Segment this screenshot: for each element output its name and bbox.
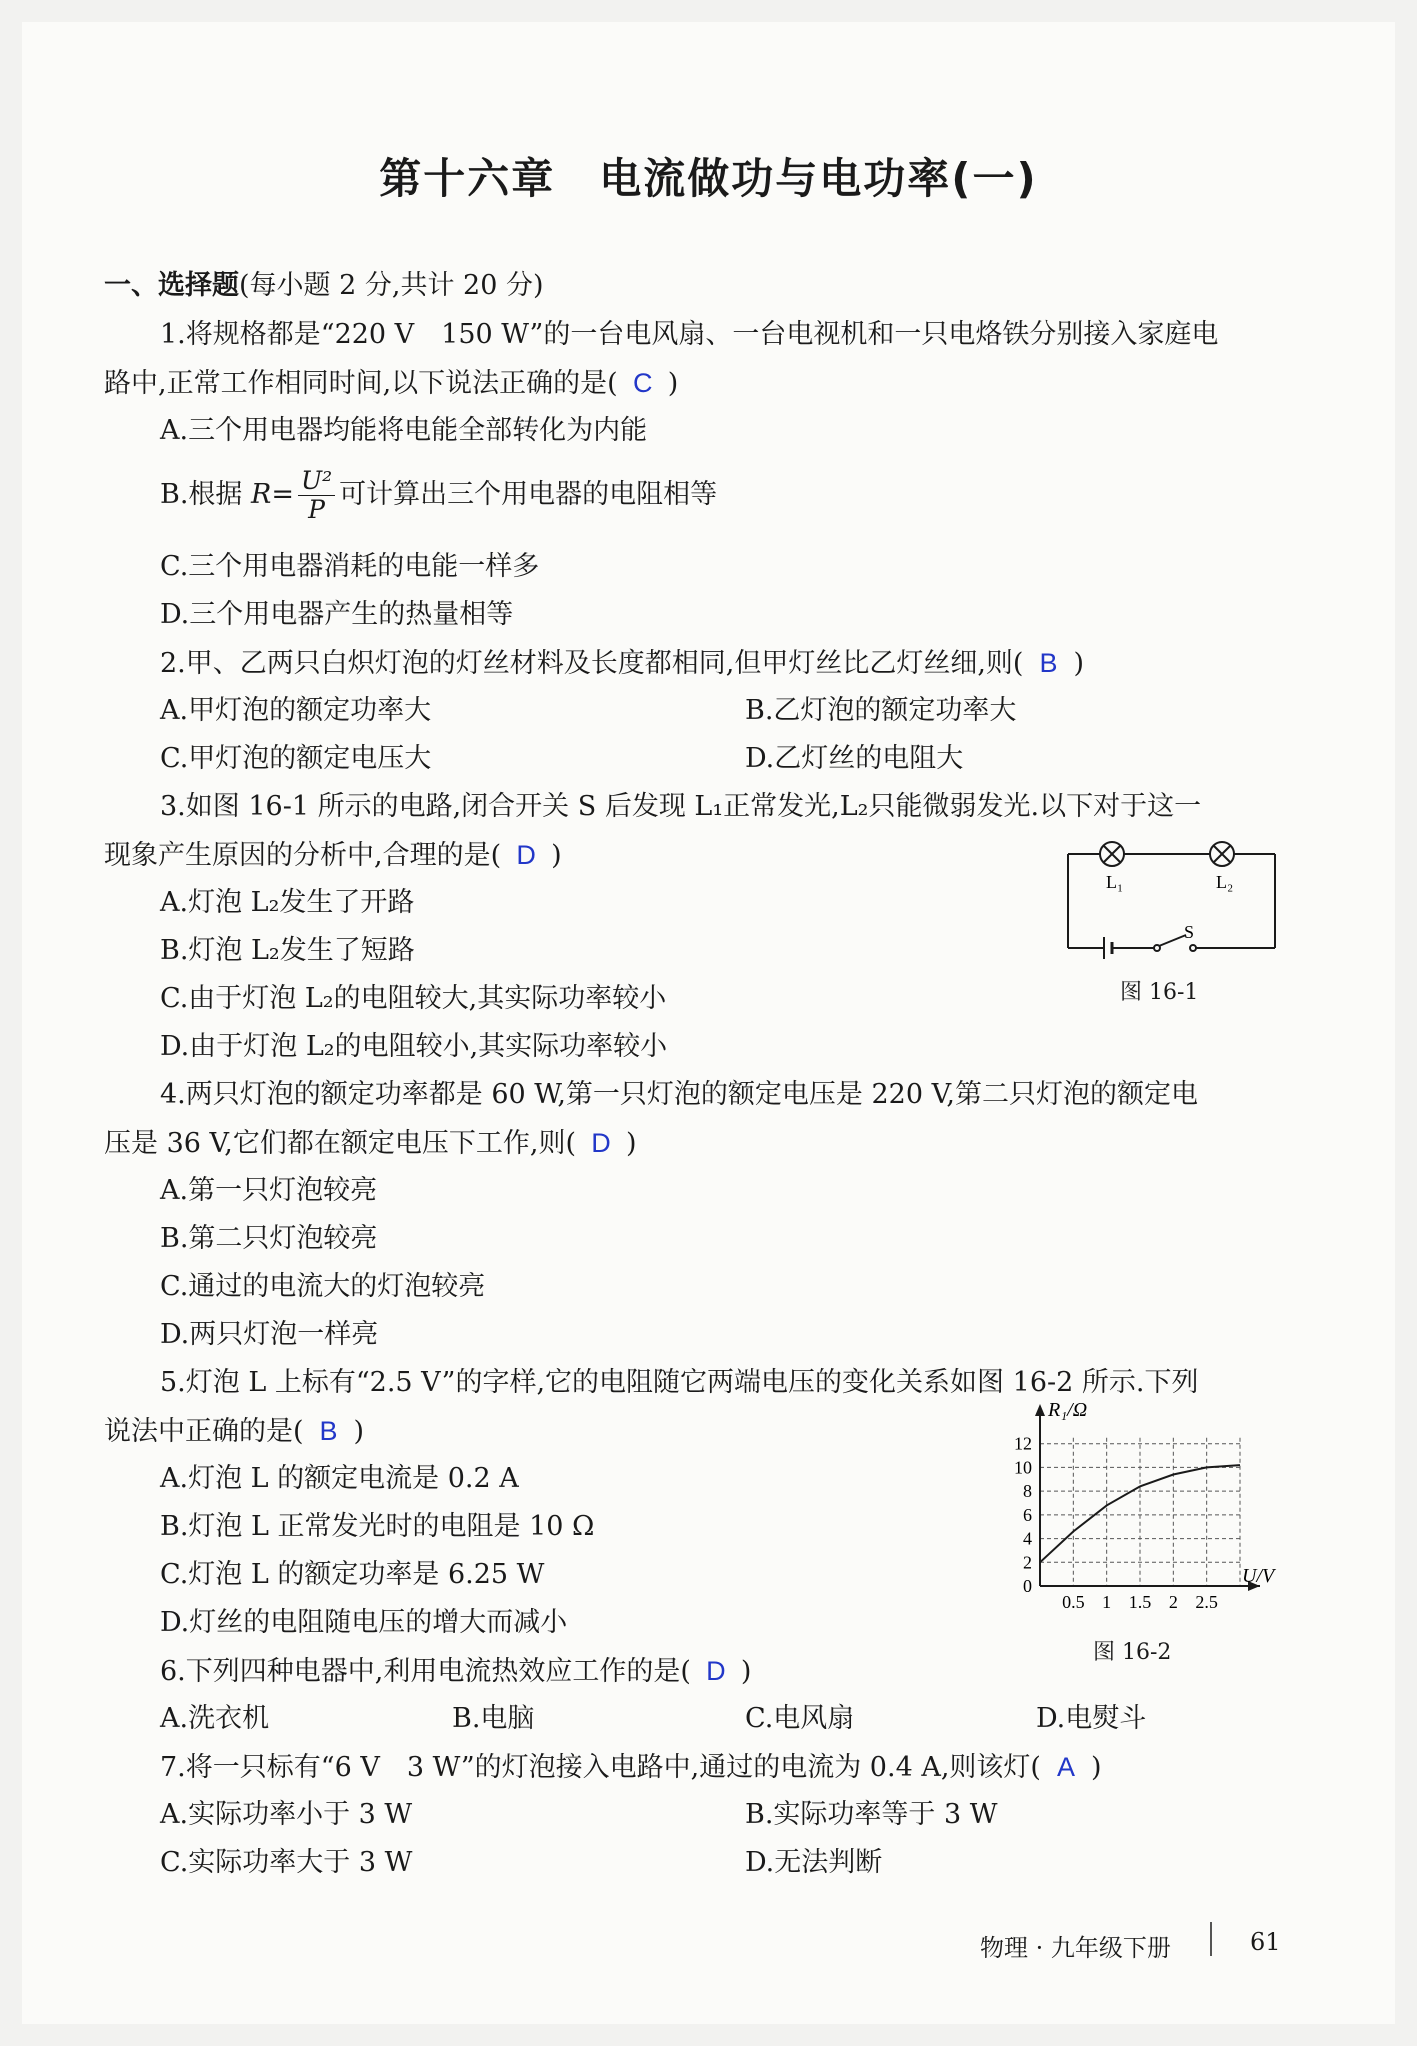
q2-option-d: D.乙灯丝的电阻大 xyxy=(745,743,964,774)
q4-stem-line2 xyxy=(104,1125,637,1162)
footer-divider xyxy=(1210,1922,1212,1956)
q6-answer: D xyxy=(706,1656,726,1686)
lamp-l2-icon xyxy=(1210,842,1234,866)
q5-stem-line1: 5.灯泡 L 上标有“2.5 V”的字样,它的电阻随它两端电压的变化关系如图 16-2 所示.下列 xyxy=(160,1367,1199,1398)
y-tick-label-1: 2 xyxy=(1023,1552,1032,1573)
section-note: (每小题 2 分,共计 20 分) xyxy=(239,270,544,301)
q3-option-c: C.由于灯泡 L₂的电阻较大,其实际功率较小 xyxy=(160,983,667,1014)
q5-option-b: B.灯泡 L 正常发光时的电阻是 10 Ω xyxy=(160,1511,595,1542)
y-axis-arrow xyxy=(1035,1404,1045,1416)
y-tick-label-2: 4 xyxy=(1023,1528,1032,1549)
lamp-l2-label: L₂ xyxy=(1216,872,1234,892)
q3-stem-line1: 3.如图 16-1 所示的电路,闭合开关 S 后发现 L₁正常发光,L₂只能微弱发光.以下对于这一 xyxy=(160,791,1202,822)
q5-option-d: D.灯丝的电阻随电压的增大而减小 xyxy=(160,1607,568,1638)
q6-close: ) xyxy=(740,1656,752,1687)
q1-close: ) xyxy=(667,368,679,399)
q3-option-d: D.由于灯泡 L₂的电阻较小,其实际功率较小 xyxy=(160,1031,668,1062)
q4-option-b: B.第二只灯泡较亮 xyxy=(160,1223,378,1254)
section-header xyxy=(104,268,544,304)
battery-icon xyxy=(1104,937,1112,959)
y-tick-label-4: 8 xyxy=(1023,1481,1032,1502)
q2-stem-text: 2.甲、乙两只白炽灯泡的灯丝材料及长度都相同,但甲灯丝比乙灯丝细,则( xyxy=(160,648,1024,679)
figure-16-1-caption: 图 16-1 xyxy=(1120,980,1199,1005)
y-tick-label-3: 6 xyxy=(1023,1504,1032,1525)
q5-close: ) xyxy=(353,1416,365,1447)
q6-option-c: C.电风扇 xyxy=(745,1703,855,1734)
q2-option-a: A.甲灯泡的额定功率大 xyxy=(160,695,432,726)
figure-16-2-caption: 图 16-2 xyxy=(1093,1640,1172,1665)
q3-answer: D xyxy=(516,840,536,870)
chart-series-line xyxy=(1040,1465,1240,1562)
q4-close: ) xyxy=(626,1128,637,1159)
q6-stem-text: 6.下列四种电器中,利用电流热效应工作的是( xyxy=(160,1656,691,1687)
q1-option-b-pre: B.根据 xyxy=(160,479,243,510)
lamp-l1-icon xyxy=(1100,842,1124,866)
q2-option-c: C.甲灯泡的额定电压大 xyxy=(160,743,432,774)
q7-stem-text: 7.将一只标有“6 V 3 W”的灯泡接入电路中,通过的电流为 0.4 A,则该灯( xyxy=(160,1752,1041,1783)
q7-close: ) xyxy=(1090,1752,1102,1783)
q5-stem-line2 xyxy=(104,1413,364,1450)
q4-stem-text: 压是 36 V,它们都在额定电压下工作,则( xyxy=(104,1128,576,1159)
q2-stem xyxy=(160,645,1084,682)
chart-x-label: U/V xyxy=(1242,1565,1275,1587)
chapter-title: 第十六章 电流做功与电功率(一) xyxy=(379,154,1038,203)
fraction-numerator: U² xyxy=(298,467,335,496)
q7-stem xyxy=(160,1749,1102,1786)
q1-option-b xyxy=(160,455,717,535)
q4-option-c: C.通过的电流大的灯泡较亮 xyxy=(160,1271,486,1302)
q1-option-b-eq: = xyxy=(271,479,294,510)
q1-option-b-r: R xyxy=(251,479,272,510)
q3-close: ) xyxy=(551,840,562,871)
q3-option-b: B.灯泡 L₂发生了短路 xyxy=(160,935,415,966)
q6-option-b: B.电脑 xyxy=(452,1703,535,1734)
q2-answer: B xyxy=(1039,648,1058,678)
q1-answer: C xyxy=(632,368,653,398)
q7-option-b: B.实际功率等于 3 W xyxy=(745,1799,998,1830)
q3-option-a: A.灯泡 L₂发生了开路 xyxy=(160,887,415,918)
footer-book-title: 物理 · 九年级下册 xyxy=(980,1934,1171,1962)
y-tick-label-0: 0 xyxy=(1023,1576,1032,1596)
x-tick-label-0: 0.5 xyxy=(1062,1592,1085,1612)
q1-option-b-post: 可计算出三个用电器的电阻相等 xyxy=(339,479,718,510)
q3-stem-text: 现象产生原因的分析中,合理的是( xyxy=(104,840,502,871)
y-tick-label-6: 12 xyxy=(1014,1433,1032,1454)
q5-option-a: A.灯泡 L 的额定电流是 0.2 A xyxy=(160,1463,519,1494)
q4-option-d: D.两只灯泡一样亮 xyxy=(160,1319,379,1350)
section-label: 一、选择题 xyxy=(104,270,239,301)
q6-option-a: A.洗衣机 xyxy=(160,1703,270,1734)
q4-option-a: A.第一只灯泡较亮 xyxy=(160,1175,378,1206)
q7-answer: A xyxy=(1056,1752,1075,1782)
y-tick-label-5: 10 xyxy=(1014,1457,1032,1478)
q1-option-d: D.三个用电器产生的热量相等 xyxy=(160,599,514,630)
q7-option-c: C.实际功率大于 3 W xyxy=(160,1847,413,1878)
chart-grid xyxy=(1040,1438,1240,1586)
switch-label: S xyxy=(1184,922,1195,942)
q6-stem xyxy=(160,1653,751,1690)
x-tick-label-2: 1.5 xyxy=(1128,1592,1152,1612)
q1-stem-text: 路中,正常工作相同时间,以下说法正确的是( xyxy=(104,368,618,399)
q4-answer: D xyxy=(591,1128,611,1158)
x-tick-label-1: 1 xyxy=(1102,1592,1112,1612)
q2-option-b: B.乙灯泡的额定功率大 xyxy=(745,695,1017,726)
resistance-voltage-chart xyxy=(990,1400,1290,1630)
lamp-l1-label: L₁ xyxy=(1106,872,1124,892)
x-tick-label-3: 2 xyxy=(1168,1592,1178,1612)
q7-option-a: A.实际功率小于 3 W xyxy=(160,1799,413,1830)
q2-close: ) xyxy=(1073,648,1085,679)
q7-option-d: D.无法判断 xyxy=(745,1847,883,1878)
circuit-diagram xyxy=(1060,840,1285,960)
q1-stem-line1: 1.将规格都是“220 V 150 W”的一台电风扇、一台电视机和一只电烙铁分别接入家庭电 xyxy=(160,319,1219,350)
formula-fraction xyxy=(298,467,335,524)
x-tick-label-4: 2.5 xyxy=(1195,1592,1218,1612)
q1-option-a: A.三个用电器均能将电能全部转化为内能 xyxy=(160,415,648,446)
q5-answer: B xyxy=(319,1416,338,1446)
q1-stem-line2 xyxy=(104,365,678,402)
q5-option-c: C.灯泡 L 的额定功率是 6.25 W xyxy=(160,1559,545,1590)
page-number: 61 xyxy=(1250,1928,1281,1956)
fraction-denominator: P xyxy=(308,495,325,524)
q3-stem-line2 xyxy=(104,837,562,874)
q5-stem-text: 说法中正确的是( xyxy=(104,1416,304,1447)
q4-stem-line1: 4.两只灯泡的额定功率都是 60 W,第一只灯泡的额定电压是 220 V,第二只灯泡的额定电 xyxy=(160,1079,1198,1110)
chart-axes xyxy=(1035,1404,1260,1591)
chart-y-label: R₁/Ω xyxy=(1048,1400,1088,1421)
q6-option-d: D.电熨斗 xyxy=(1036,1703,1147,1734)
q1-option-c: C.三个用电器消耗的电能一样多 xyxy=(160,551,540,582)
